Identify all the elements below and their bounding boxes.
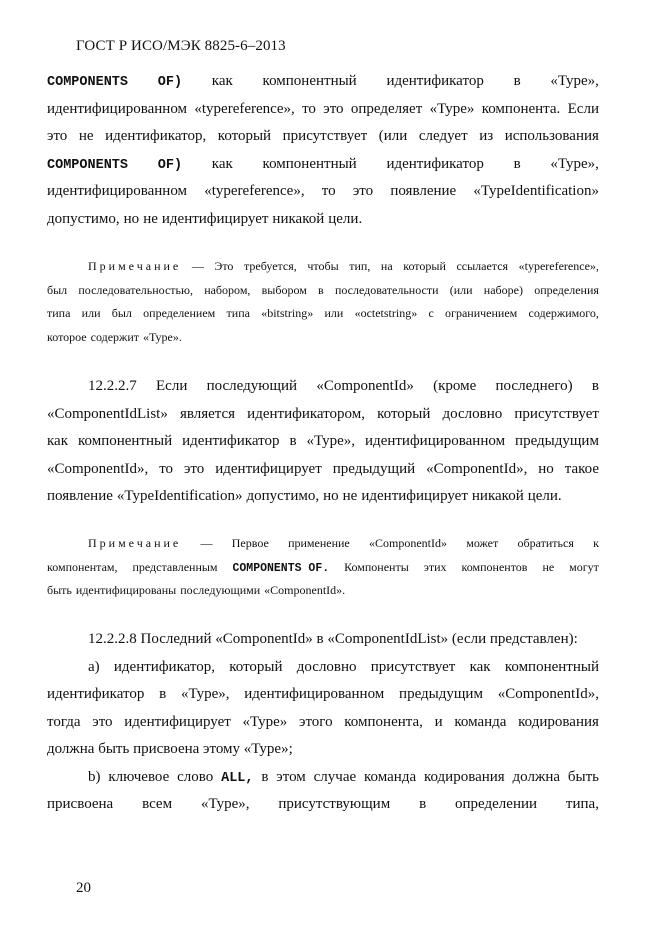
text-line: «ComponentId», то это идентифицирует предыдущий «ComponentId», но такое bbox=[47, 460, 599, 477]
text-line: COMPONENTS OF) как компонентный идентификатор в «Type», bbox=[47, 155, 599, 173]
paragraph-12-2-2-7 bbox=[47, 373, 599, 511]
text-line: допустимо, но не идентифицирует никакой цели. bbox=[47, 210, 363, 227]
text-line: типа или был определением типа «bitstring» или «octetstring» с ограничением содержимого, bbox=[47, 306, 599, 320]
list-item-a: a) идентификатор, который дословно присутствует как компонентный bbox=[88, 658, 599, 675]
note-first-component-id bbox=[47, 532, 599, 603]
note-typereference bbox=[47, 255, 599, 349]
text-line: это не идентификатор, который присутствует (или следует из использования bbox=[47, 128, 599, 144]
clause-number: 12.2.2.7 bbox=[88, 378, 137, 394]
text-line: которое содержит «Type». bbox=[47, 329, 182, 344]
list-item-b: b) ключевое слово ALL, в этом случае команда кодирования должна быть bbox=[88, 768, 599, 786]
text-line: быть идентифицированы последующими «ComponentId». bbox=[47, 583, 346, 597]
note-label: Примечание bbox=[88, 259, 182, 273]
text-line: 12.2.2.7 Если последующий «ComponentId» (кроме последнего) в bbox=[47, 373, 599, 401]
text-line: должна быть присвоена этому «Type»; bbox=[47, 741, 293, 757]
text-line: идентифицированном «typereference», то это появление «TypeIdentification» bbox=[47, 183, 599, 199]
text-line: «ComponentIdList» является идентификатором, который дословно присутствует bbox=[47, 405, 599, 422]
text-line: был последовательностью, набором, выбором в последовательности (или наборе) определения bbox=[47, 282, 599, 297]
page-header: ГОСТ Р ИСО/МЭК 8825-6–2013 bbox=[76, 38, 286, 54]
text-line: Примечание — Первое применение «ComponentId» может обратиться к bbox=[47, 532, 599, 556]
text-line: 12.2.2.8 Последний «ComponentId» в «ComponentIdList» (если представлен): bbox=[88, 631, 578, 647]
text-line: как компонентный идентификатор в «Type», идентифицированном предыдущим bbox=[47, 433, 599, 449]
text-line: идентификатор в «Type», идентифицированном предыдущим «ComponentId», bbox=[47, 686, 599, 702]
paragraph-12-2-2-8 bbox=[47, 626, 599, 819]
text-line: присвоена всем «Type», присутствующим в определении типа, bbox=[47, 796, 599, 812]
text-line: COMPONENTS OF) как компонентный идентификатор в «Type», bbox=[47, 73, 599, 90]
page-number: 20 bbox=[76, 880, 91, 896]
text-line: появление «TypeIdentification» допустимо, но не идентифицирует никакой цели. bbox=[47, 488, 562, 504]
note-label: Примечание bbox=[88, 536, 182, 550]
text-line: тогда это идентифицирует «Type» этого компонента, и команда кодирования bbox=[47, 713, 599, 730]
text-line: идентифицированном «typereference», то это определяет «Type» компонента. Если bbox=[47, 100, 599, 117]
paragraph-components-of bbox=[47, 68, 599, 233]
text-line: Примечание — Это требуется, чтобы тип, на который ссылается «typereference», bbox=[47, 255, 599, 279]
text-line: компонентам, представленным COMPONENTS OF. Компоненты этих компонентов не могут bbox=[47, 559, 599, 575]
